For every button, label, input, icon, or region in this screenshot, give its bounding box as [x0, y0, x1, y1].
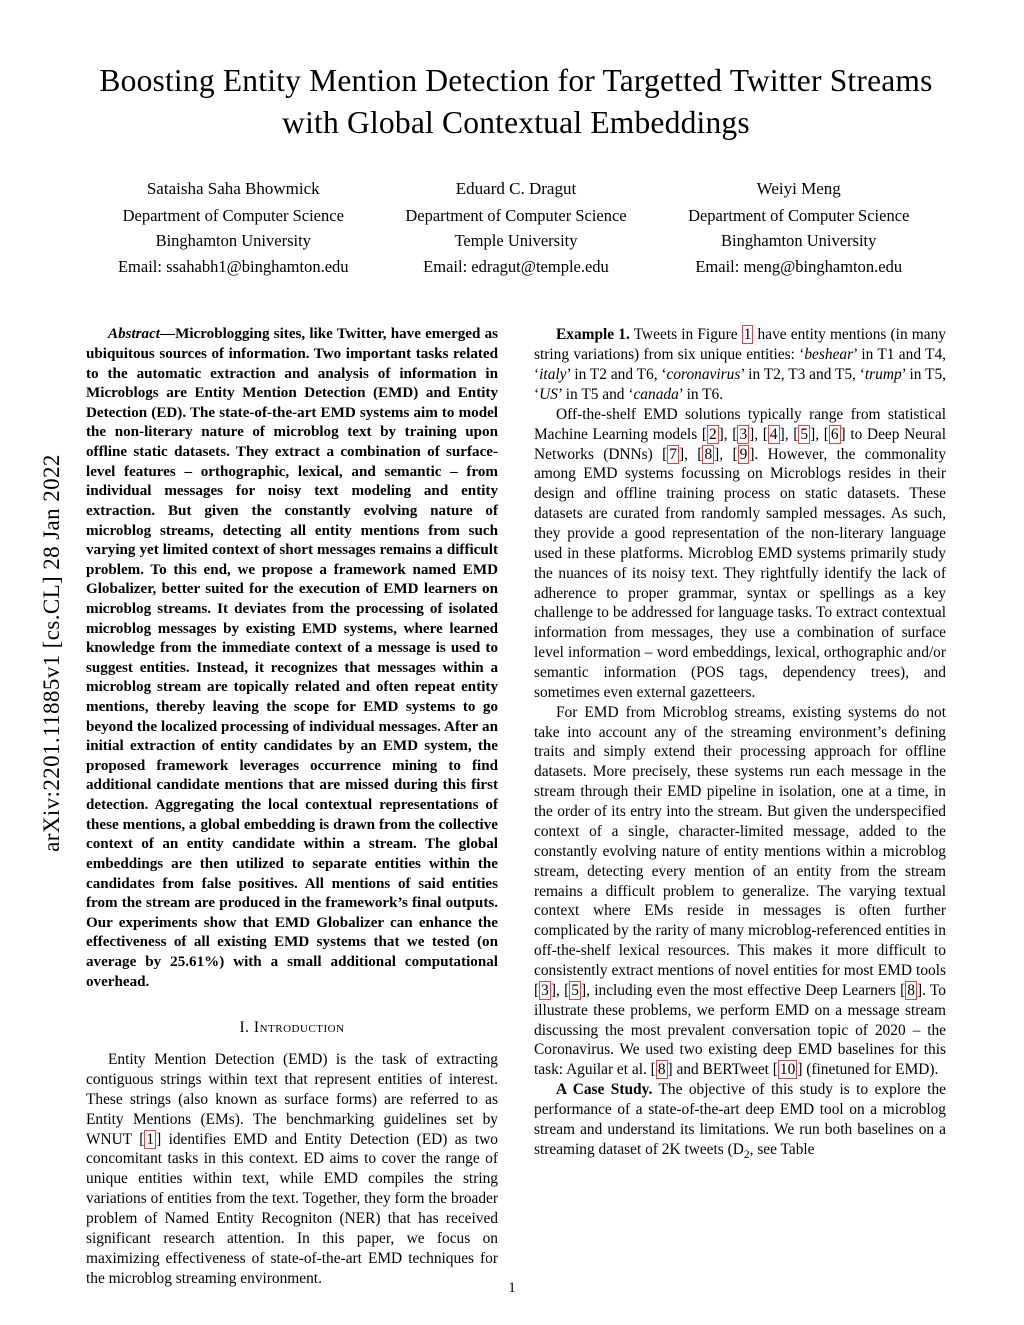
left-column — [86, 325, 498, 1288]
citation-link-9[interactable]: 9 — [739, 445, 748, 463]
example-label: Example 1. — [556, 326, 630, 344]
citation-link-7[interactable]: 7 — [669, 445, 677, 463]
intro-paragraph: Entity Mention Detection (EMD) is the task of extracting contiguous strings within text that represent entities of interest. These strings (also known as surface forms) are referred to as Entity Mentions (EMs). The benchmarking guidelines set by WNUT [ 1 ] identifies EMD and Entity Detection (ED) as two concomitant tasks in this context. ED aims to cover the range of unique entities within text, while EMD compiles the string variations of entities from the text. Together, they form the broader problem of Named Entity Recogniton (NER) that has received significant research attention. In this paper, we focus on maximizing effectiveness of state-of-the-art EMD techniques for the microblog streaming environment. — [86, 1051, 498, 1287]
author-list — [94, 170, 938, 279]
author-department: Department of Computer Science — [688, 205, 910, 225]
right-column — [534, 325, 946, 1288]
author-department: Department of Computer Science — [122, 205, 344, 225]
author-department: Department of Computer Science — [405, 205, 627, 225]
page-title: Boosting Entity Mention Detection for Targetted Twitter Streams with Global Contextual Embeddings — [99, 63, 933, 141]
author-institution: Temple University — [454, 231, 578, 251]
section-number: I. — [239, 1019, 250, 1037]
abstract-text: Microblogging sites, like Twitter, have emerged as ubiquitous sources of information. Two important tasks related to the automatic extraction and analysis of information in Microblogs are Entity Mention Detection (EMD) and Entity Detection (ED). The state-of-the-art EMD systems aim to model the non-literary nature of microblog text by training upon offline static datasets. They extract a combination of surface-level features – orthographic, lexical, and semantic – from individual messages for noisy text modeling and entity extraction. But given the constantly evolving nature of microblog streams, detecting all entity mentions from such varying yet limited context of short messages remains a difficult problem. To this end, we propose a framework named EMD Globalizer, better suited for the execution of EMD learners on microblog streams. It deviates from the processing of isolated microblog messages by existing EMD systems, where learned knowledge from the immediate context of a message is used to suggest entities. Instead, it recognizes that messages within a microblog stream are topically related and often repeat entity mentions, thereby leaving the scope for EMD systems to go beyond the localized processing of individual messages. After an initial extraction of entity candidates by an EMD system, the proposed framework leverages occurrence mining to find additional candidate mentions that are missed during this first detection. Aggregating the local contextual representations of these mentions, a global embedding is drawn from the collective context of an entity candidate within a stream. The global embeddings are then utilized to separate entities within the candidates from false positives. All mentions of said entities from the stream are produced in the framework’s final outputs. Our experiments show that EMD Globalizer can enhance the effectiveness of all existing EMD systems that we tested (on average by 25.61%) with a small additional computational overhead. — [86, 326, 498, 990]
author-email: Email: ssahabh1@binghamton.edu — [117, 256, 349, 276]
author-name: Weiyi Meng — [756, 179, 841, 199]
paper-content — [86, 60, 946, 1288]
citation-link-8[interactable]: 8 — [704, 445, 713, 463]
citation-link-2[interactable]: 2 — [708, 425, 717, 443]
author-name: Eduard C. Dragut — [455, 179, 577, 199]
body-paragraph-1: Off-the-shelf EMD solutions typically range from statistical Machine Learning models [ 2 ], [ 3 ], [ 4 ], [ 5 ], [ 6 ] to Deep Neural Networks (DNNs) [ 7 ], [ 8 ], [ 9 ]. However, the commonality among EMD systems focussing on Microblogs resides in their design and offline training process on static datasets. These datasets are curated from randomly sampled messages. As such, they provide a good representation of the non-literary language used in these platforms. Microblog EMD systems primarily study the nuances of its noisy text. They rightfully identify the lack of adherence to proper grammar, syntax or spellings as a key challenge to be addressed for language tasks. To extract contextual information from messages, they use a combination of surface level information – word embeddings, lexical, orthographic and/or semantic information (POS tags, dependency trees), and sometimes even external gazetteers. — [534, 405, 947, 701]
citation-link-5[interactable]: 5 — [800, 425, 809, 443]
case-study-paragraph: A Case Study. The objective of this study is to explore the performance of a state-of-the-art deep EMD tool on a microblog stream and understand its limitations. We run both baselines on a streaming dataset of 2K tweets ($D_2$, see Table — [534, 1081, 946, 1161]
citation-link-8b[interactable]: 8 — [907, 981, 915, 999]
abstract-label: Abstract— — [108, 326, 176, 343]
example-paragraph: Example 1. Tweets in Figure 1 have entity mentions (in many string variations) from six unique entities: ‘beshear’ in T1 and T4, ‘italy’ in T2 and T6, ‘coronavirus’ in T2, T3 and T5, ‘trump’ in T5, ‘US’ in T5 and ‘canada’ in T6. — [534, 326, 946, 404]
abstract — [86, 325, 498, 992]
section-heading-introduction — [86, 1018, 498, 1038]
author-block-1 — [94, 176, 373, 279]
citation-link-6[interactable]: 6 — [830, 425, 839, 443]
page-number: 1 — [508, 1280, 516, 1296]
citation-link-8c[interactable]: 8 — [657, 1061, 666, 1079]
arxiv-stamp: arXiv:2201.11885v1 [cs.CL] 28 Jan 2022 — [39, 454, 64, 852]
section-title: Introduction — [253, 1019, 345, 1037]
two-column-body — [86, 325, 946, 1288]
citation-link-4[interactable]: 4 — [769, 425, 778, 443]
author-institution: Binghamton University — [721, 231, 877, 251]
author-email: Email: edragut@temple.edu — [423, 256, 609, 276]
author-name: Sataisha Saha Bhowmick — [146, 179, 320, 199]
body-paragraph-2: For EMD from Microblog streams, existing systems do not take into account any of the streaming environment’s defining traits and simply extend their processing approach for offline datasets. More precisely, these systems run each message in the stream through their EMD pipeline in isolation, one at a time, in the order of its entry into the stream. But given the underspecified context of a single, character-limited message, added to the constantly evolving nature of entity mentions within a microblog stream, detecting every mention of an entity from the stream remains a difficult problem to generalize. The varying textual context where EMs reside in messages is often further complicated by the rarity of many microblog-referenced entities in off-the-shelf lexical resources. This makes it more difficult to consistently extract mentions of novel entities for most EMD tools [ 3 ], [ 5 ], including even the most effective Deep Learners [ 8 ]. To illustrate these problems, we perform EMD on a message stream discussing the most prevalent conversation topic of 2020 – the Coronavirus. We used two existing deep EMD baselines for this task: Aguilar et al. [ 8 ] and BERTweet [ 10 ] (finetuned for EMD). — [534, 703, 946, 1079]
case-study-label: A Case Study. — [556, 1081, 653, 1099]
citation-link-1[interactable]: 1 — [146, 1130, 155, 1148]
author-institution: Binghamton University — [155, 231, 311, 251]
author-block-2 — [377, 176, 656, 279]
citation-link-3[interactable]: 3 — [739, 425, 748, 443]
author-block-3 — [659, 176, 938, 279]
author-email: Email: meng@binghamton.edu — [695, 256, 903, 276]
figure-ref-link[interactable]: 1 — [743, 326, 752, 344]
citation-link-3b[interactable]: 3 — [541, 981, 549, 999]
citation-link-10[interactable]: 10 — [779, 1061, 796, 1079]
citation-link-5b[interactable]: 5 — [571, 981, 579, 999]
